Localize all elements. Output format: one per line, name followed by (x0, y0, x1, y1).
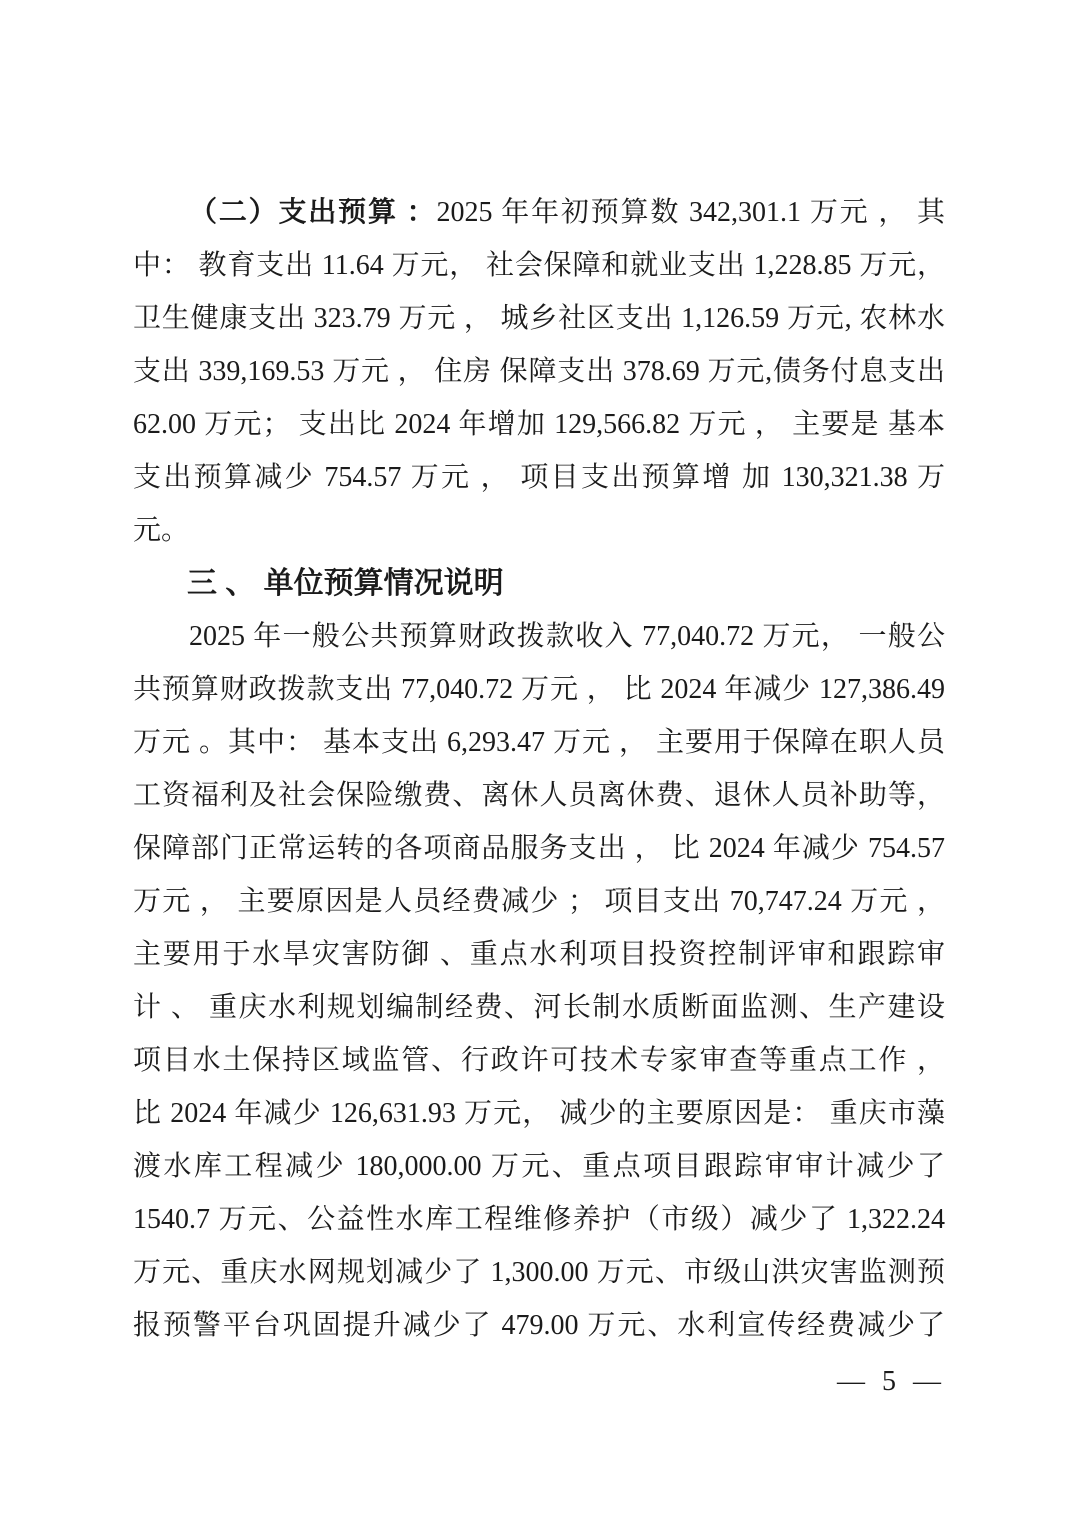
text-line: 1540.7 万元、公益性水库工程维修养护（市级）减少了 1,322.24 (133, 1204, 945, 1235)
text-line: 中： 教育支出 11.64 万元， 社会保障和就业支出 1,228.85 万元， (133, 250, 945, 281)
text-line: 62.00 万元； 支出比 2024 年增加 129,566.82 万元 ， 主要是 基本 (133, 409, 945, 440)
text-line: 万元、重庆水网规划减少了 1,300.00 万元、市级山洪灾害监测预 (133, 1257, 945, 1288)
text-line: 计 、 重庆水利规划编制经费、河长制水质断面监测、生产建设 (133, 992, 945, 1023)
page-body (133, 186, 945, 1352)
section-heading: 三 、 单位预算情况说明 (187, 567, 504, 600)
para-expenditure-first-line (133, 186, 945, 239)
text-line: 报预警平台巩固提升减少了 479.00 万元、水利宣传经费减少了 (133, 1310, 945, 1341)
text-line: 工资福利及社会保险缴费、离休人员离休费、退休人员补助等， (133, 780, 945, 811)
para-expenditure-first-line-rest: 2025 年年初预算数 342,301.1 万元 ， 其 (436, 197, 945, 228)
text-line: 支出预算减少 754.57 万元 ， 项目支出预算增 加 130,321.38 万 (133, 462, 945, 493)
text-line: 比 2024 年减少 126,631.93 万元， 减少的主要原因是： 重庆市藻 (133, 1098, 945, 1129)
text-line: 渡水库工程减少 180,000.00 万元、重点项目跟踪审审计减少了 (133, 1151, 945, 1182)
text-line: 保障部门正常运转的各项商品服务支出 ， 比 2024 年减少 754.57 (133, 833, 945, 864)
text-line: 元。 (133, 515, 190, 546)
text-line: 主要用于水旱灾害防御 、重点水利项目投资控制评审和跟踪审 (133, 939, 945, 970)
para-expenditure-lead: （二）支出预算 ： (189, 197, 437, 228)
text-line: 万元 ， 主要原因是人员经费减少 ； 项目支出 70,747.24 万元 ， (133, 886, 945, 917)
text-line: 2025 年一般公共预算财政拨款收入 77,040.72 万元， 一般公 (189, 621, 945, 652)
text-line: 卫生健康支出 323.79 万元 ， 城乡社区支出 1,126.59 万元, 农林水 (133, 303, 945, 334)
text-line: 共预算财政拨款支出 77,040.72 万元 ， 比 2024 年减少 127,386.49 (133, 674, 945, 705)
text-line: 万元 。其中： 基本支出 6,293.47 万元 ， 主要用于保障在职人员 (133, 727, 945, 758)
text-line: 项目水土保持区域监管、行政许可技术专家审查等重点工作 ， (133, 1045, 945, 1076)
text-line: 支出 339,169.53 万元 ， 住房 保障支出 378.69 万元,债务付息支出 (133, 356, 945, 387)
page-number: — 5 — (837, 1366, 946, 1397)
